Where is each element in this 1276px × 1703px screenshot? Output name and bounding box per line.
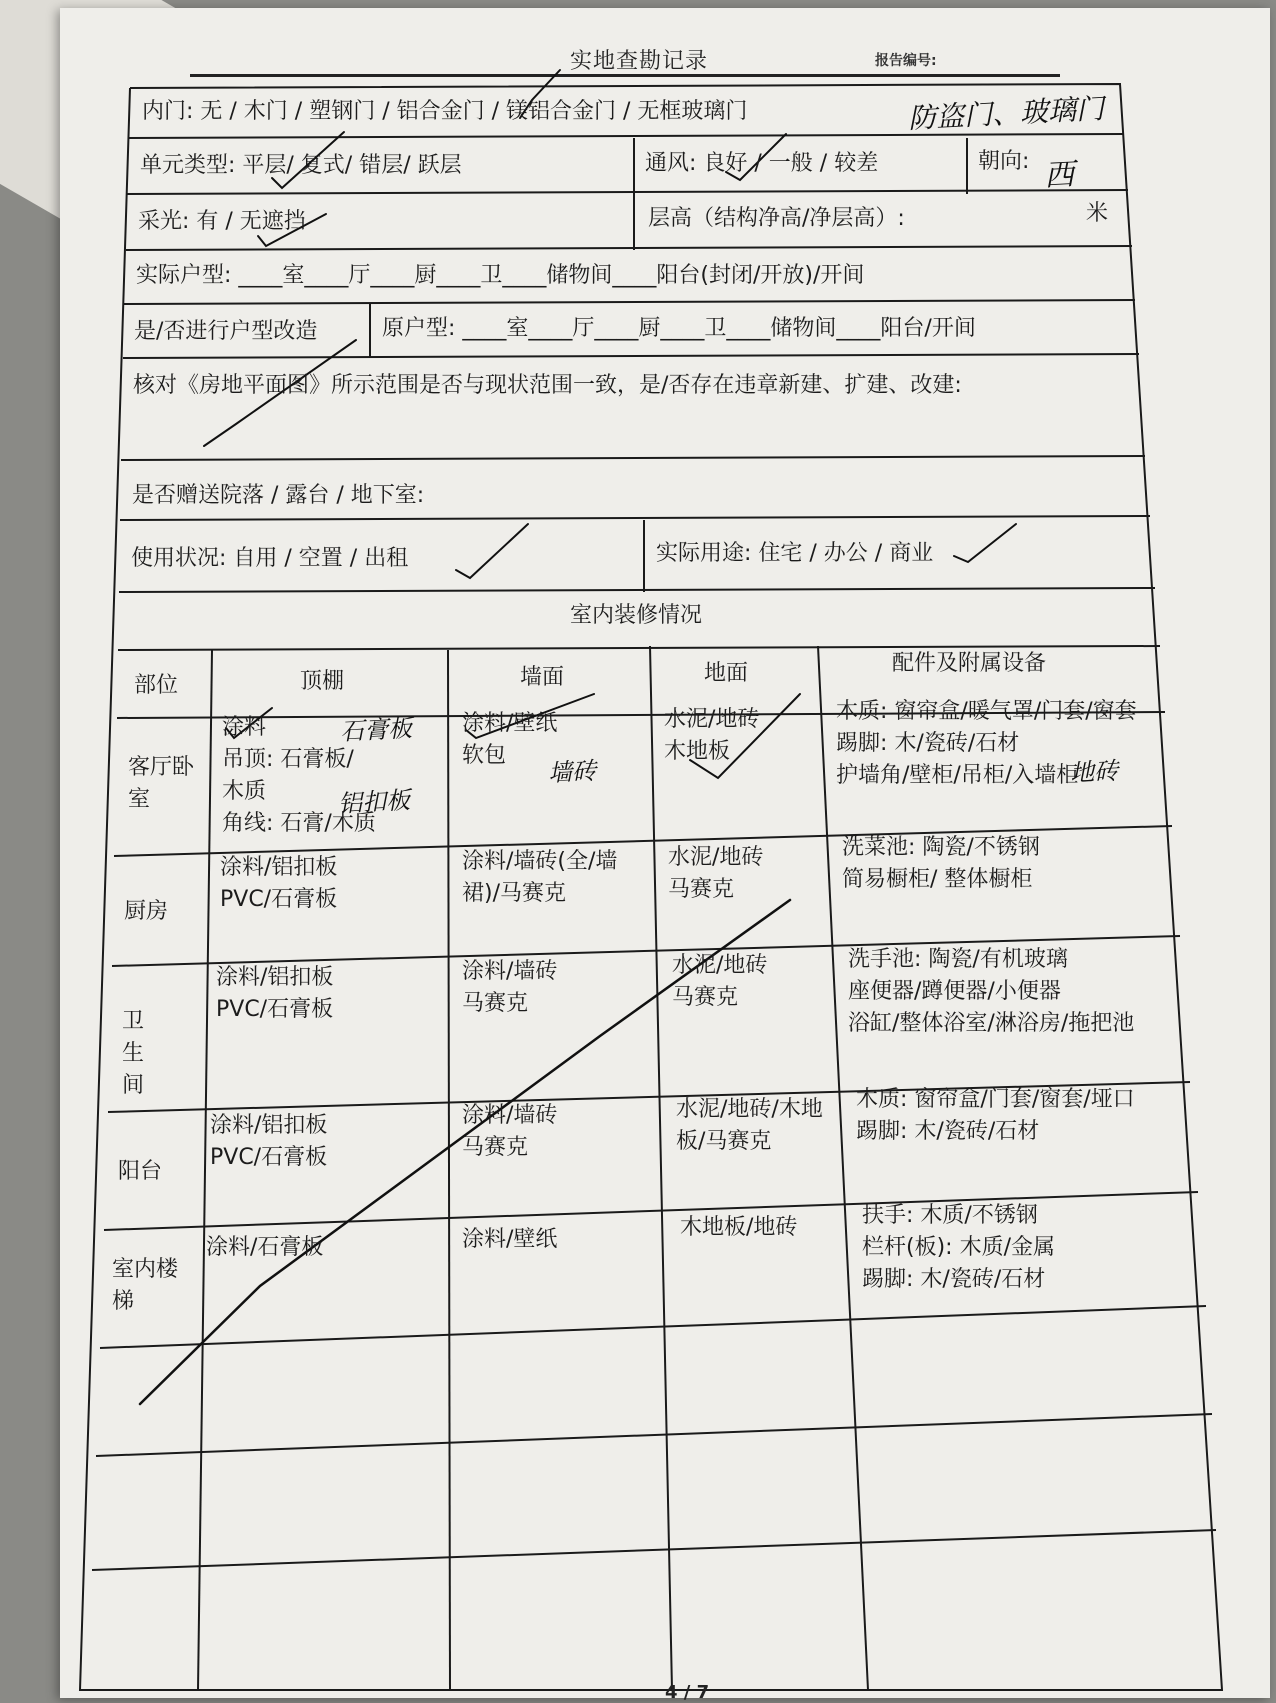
col-line <box>650 646 672 1690</box>
actual-use-row: 实际用途: 住宅 / 办公 / 商业 <box>656 541 934 566</box>
header-ceiling: 顶棚 <box>300 669 345 694</box>
page-number: 4 / 7 <box>665 1682 710 1703</box>
usage-status-row: 使用状况: 自用 / 空置 / 出租 <box>131 546 409 571</box>
row-line <box>126 246 1132 250</box>
page-title: 实地查勘记录 <box>570 49 709 74</box>
actual-layout-row: 实际户型: ____室____厅____厨____卫____储物间____阳台(封闭/开放)/开间 <box>136 263 865 288</box>
wall-living-bedroom: 涂料/壁纸 软包 <box>462 711 558 768</box>
col-line <box>448 650 450 1690</box>
original-layout-row: 原户型: ____室____厅____厨____卫____储物间____阳台/开间 <box>382 316 976 341</box>
check-mark-use <box>954 524 1016 562</box>
row-line <box>127 190 1128 194</box>
decoration-section-title: 室内装修情况 <box>570 603 703 628</box>
part-indoor-stairs: 室内楼梯 <box>112 1257 179 1314</box>
door-row: 内门: 无 / 木门 / 塑钢门 / 铝合金门 / 镁铝合金门 / 无框玻璃门 <box>142 99 748 124</box>
fittings-balcony: 木质: 窗帘盒/门套/窗套/垭口 踢脚: 木/瓷砖/石材 <box>856 1087 1135 1144</box>
report-number-label: 报告编号: <box>875 53 937 69</box>
ceiling-bathroom: 涂料/铝扣板 PVC/石膏板 <box>216 965 334 1022</box>
ceiling-indoor-stairs: 涂料/石膏板 <box>206 1235 324 1260</box>
row-line <box>92 1530 1216 1570</box>
floor-indoor-stairs: 木地板/地砖 <box>680 1215 798 1240</box>
row-line <box>96 1414 1212 1456</box>
wall-bathroom: 涂料/墙砖 马赛克 <box>462 959 558 1016</box>
renovation-question: 是/否进行户型改造 <box>134 319 318 344</box>
verify-row: 核对《房地平面图》所示范围是否与现状范围一致，是/否存在违章新建、扩建、改建: <box>133 373 962 398</box>
row-line <box>121 456 1145 460</box>
wall-handwritten-note: 墙砖 <box>547 756 597 788</box>
ceiling-living-bedroom: 涂料 吊顶: 石膏板/ 木质 角线: 石膏/木质 <box>222 715 376 836</box>
floor-height-label: 层高（结构净高/净层高）: <box>648 206 905 231</box>
orientation-label: 朝向: <box>978 149 1030 174</box>
header-floor: 地面 <box>704 661 749 686</box>
ventilation-row: 通风: 良好 / 一般 / 较差 <box>645 151 879 176</box>
orientation-handwritten-note: 西 <box>1043 157 1076 194</box>
wall-balcony: 涂料/墙砖 马赛克 <box>462 1103 558 1160</box>
part-bathroom: 卫生间 <box>122 1009 145 1098</box>
fittings-indoor-stairs: 扶手: 木质/不锈钢 栏杆(板): 木质/金属 踢脚: 木/瓷砖/石材 <box>862 1203 1055 1292</box>
row-line <box>129 134 1124 138</box>
wall-indoor-stairs: 涂料/壁纸 <box>462 1227 558 1252</box>
door-handwritten-note: 防盗门、玻璃门 <box>907 91 1105 136</box>
floor-bathroom: 水泥/地砖 马赛克 <box>672 953 768 1010</box>
floor-living-bedroom: 水泥/地砖 木地板 <box>664 707 760 764</box>
unit-type-row: 单元类型: 平层/ 复式/ 错层/ 跃层 <box>140 153 462 178</box>
row-line <box>123 354 1139 358</box>
ceiling-kitchen: 涂料/铝扣板 PVC/石膏板 <box>220 855 338 912</box>
row-line <box>119 588 1155 592</box>
floor-kitchen: 水泥/地砖 马赛克 <box>668 845 764 902</box>
header-wall: 墙面 <box>520 665 565 690</box>
row-line <box>124 300 1135 304</box>
part-living-bedroom: 客厅卧室 <box>128 755 195 812</box>
part-kitchen: 厨房 <box>124 899 169 924</box>
header-fittings: 配件及附属设备 <box>892 651 1047 676</box>
fittings-handwritten-note: 地砖 <box>1069 756 1119 788</box>
wall-kitchen: 涂料/墙砖(全/墙裙)/马赛克 <box>462 849 618 906</box>
row-line <box>100 1306 1206 1348</box>
lighting-row: 采光: 有 / 无遮挡 <box>138 209 306 234</box>
part-balcony: 阳台 <box>118 1159 163 1184</box>
header-part: 部位 <box>134 673 179 698</box>
row-line <box>120 516 1150 520</box>
gift-row: 是否赠送院落 / 露台 / 地下室: <box>132 483 425 508</box>
fittings-living-bedroom: 木质: 窗帘盒/暖气罩/门套/窗套 踢脚: 木/瓷砖/石材 护墙角/壁柜/吊柜/入墙柜 <box>836 699 1137 788</box>
ceiling-handwritten-note: 石膏板 <box>339 714 413 746</box>
fittings-bathroom: 洗手池: 陶瓷/有机玻璃 座便器/蹲便器/小便器 浴缸/整体浴室/淋浴房/拖把池 <box>848 947 1135 1036</box>
ceiling-balcony: 涂料/铝扣板 PVC/石膏板 <box>210 1113 328 1170</box>
floor-balcony: 水泥/地砖/木地板/马赛克 <box>676 1097 823 1154</box>
fittings-kitchen: 洗菜池: 陶瓷/不锈钢 简易橱柜/ 整体橱柜 <box>842 835 1040 892</box>
floor-height-unit: 米 <box>1086 201 1109 226</box>
col-line <box>818 646 868 1690</box>
ceiling-handwritten-note-2: 铝扣板 <box>337 786 411 818</box>
check-mark-usage <box>456 524 528 578</box>
